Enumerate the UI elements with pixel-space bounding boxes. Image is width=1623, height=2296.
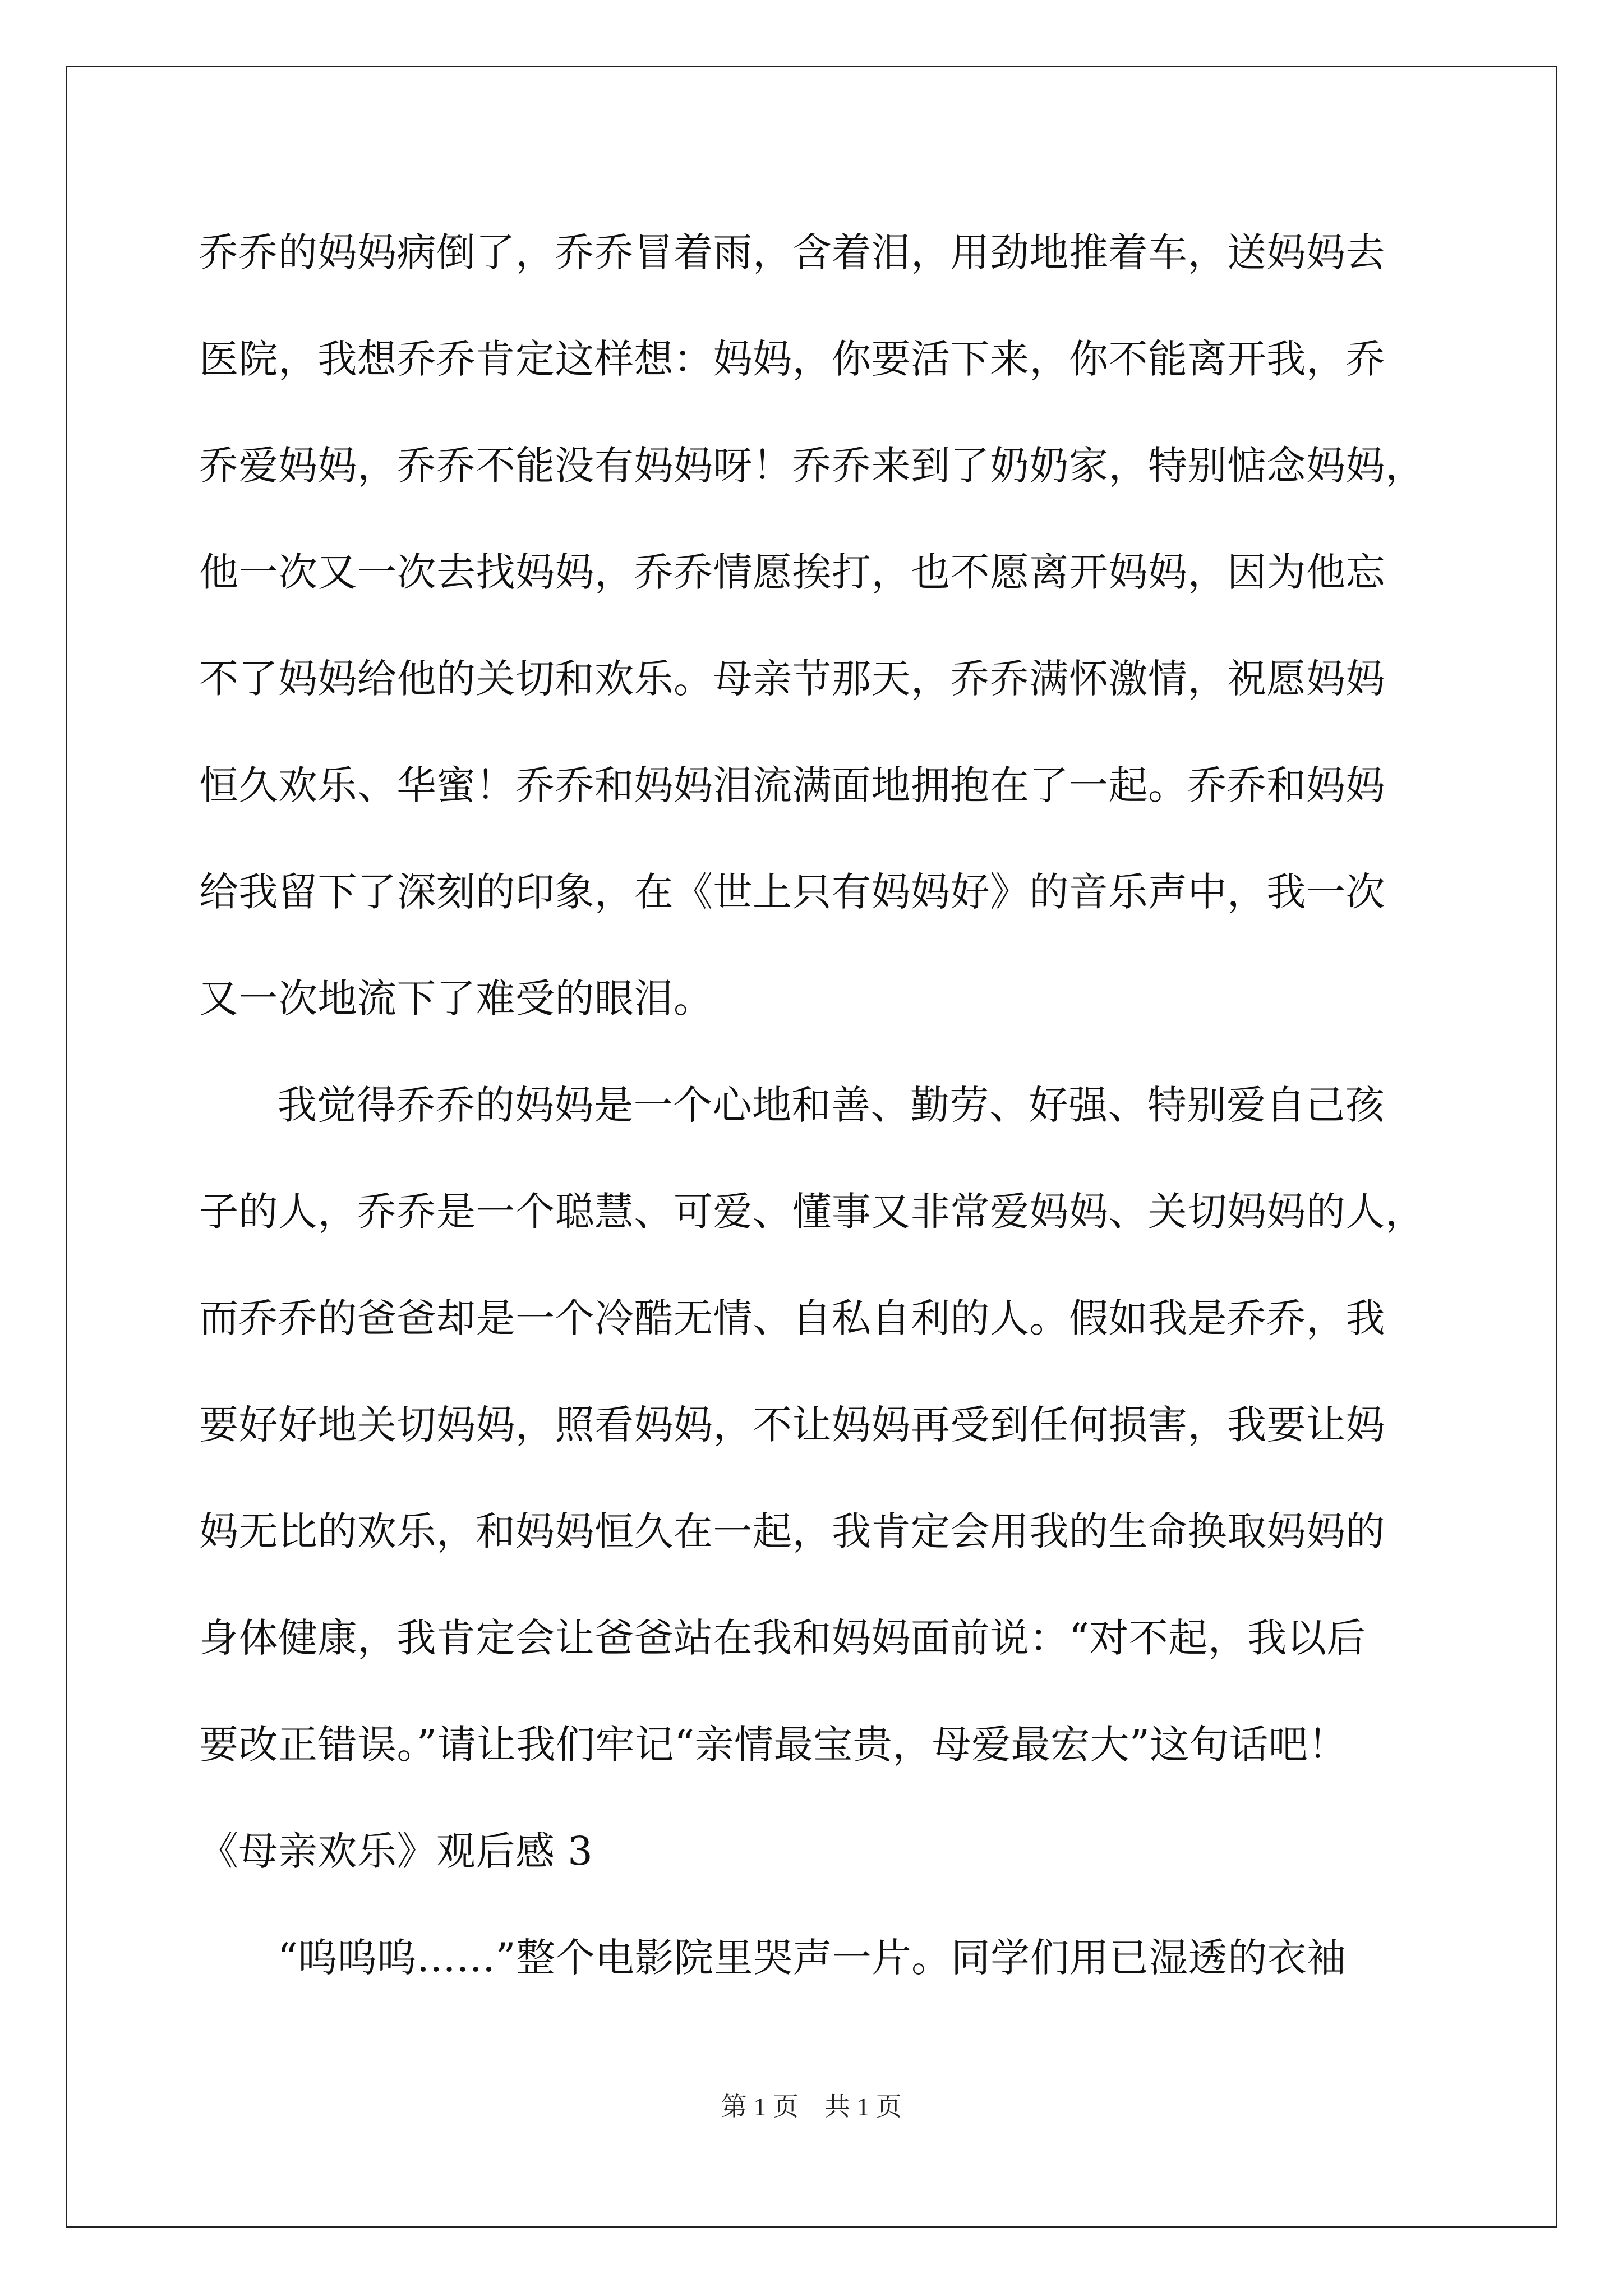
text-line: 妈无比的欢乐，和妈妈恒久在一起，我肯定会用我的生命换取妈妈的 bbox=[199, 1508, 1385, 1554]
paragraph bbox=[199, 199, 1444, 1052]
text-line: 身体健康，我肯定会让爸爸站在我和妈妈面前说：“对不起，我以后 bbox=[199, 1615, 1366, 1661]
text-line: 他一次又一次去找妈妈，乔乔情愿挨打，也不愿离开妈妈，因为他忘 bbox=[199, 549, 1385, 595]
text-line: 要好好地关切妈妈，照看妈妈，不让妈妈再受到任何损害，我要让妈 bbox=[199, 1402, 1385, 1448]
text-line: 乔乔的妈妈病倒了，乔乔冒着雨，含着泪，用劲地推着车，送妈妈去 bbox=[199, 229, 1385, 275]
text-line: 又一次地流下了难受的眼泪。 bbox=[199, 976, 713, 1022]
paragraph bbox=[199, 1052, 1444, 1798]
text-line: 医院，我想乔乔肯定这样想：妈妈，你要活下来，你不能离开我，乔 bbox=[199, 336, 1385, 382]
text-line: 要改正错误。”请让我们牢记“亲情最宝贵，母爱最宏大”这句话吧！ bbox=[199, 1722, 1348, 1768]
paragraph bbox=[199, 1904, 1444, 2011]
text-line: 而乔乔的爸爸却是一个冷酷无情、自私自利的人。假如我是乔乔，我 bbox=[199, 1295, 1385, 1341]
text-line: 给我留下了深刻的印象，在《世上只有妈妈好》的音乐声中，我一次 bbox=[199, 869, 1385, 915]
section-heading: 《母亲欢乐》观后感 3 bbox=[199, 1828, 593, 1874]
text-line: 子的人，乔乔是一个聪慧、可爱、懂事又非常爱妈妈、关切妈妈的人， bbox=[199, 1189, 1425, 1235]
text-line: 我觉得乔乔的妈妈是一个心地和善、勤劳、好强、特别爱自己孩 bbox=[278, 1082, 1385, 1128]
document-body bbox=[199, 199, 1444, 2011]
text-line: 乔爱妈妈，乔乔不能没有妈妈呀！乔乔来到了奶奶家，特别惦念妈妈， bbox=[199, 443, 1425, 489]
page-footer: 第 1 页 共 1 页 bbox=[721, 2092, 902, 2121]
text-line: 恒久欢乐、华蜜！乔乔和妈妈泪流满面地拥抱在了一起。乔乔和妈妈 bbox=[199, 762, 1385, 808]
text-line: 不了妈妈给他的关切和欢乐。母亲节那天，乔乔满怀激情，祝愿妈妈 bbox=[199, 656, 1385, 702]
text-line: “呜呜呜……”整个电影院里哭声一片。同学们用已湿透的衣袖 bbox=[278, 1935, 1347, 1981]
